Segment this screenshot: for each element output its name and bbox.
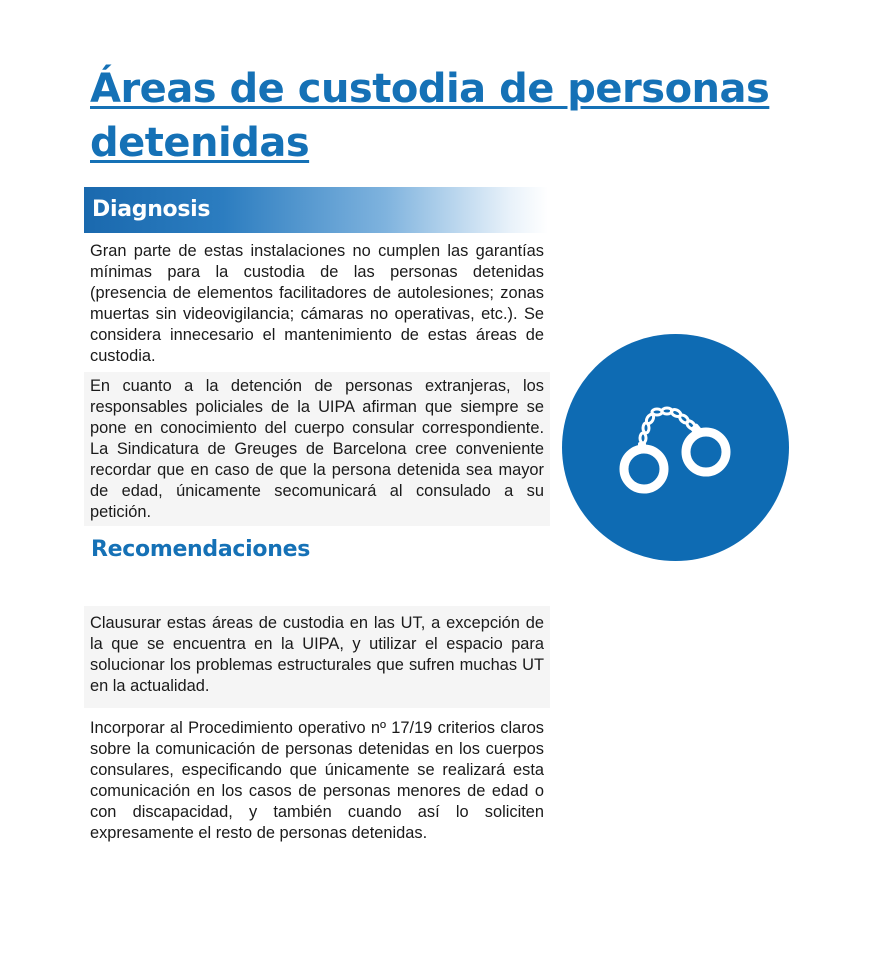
diagnosis-paragraph-1: Gran parte de estas instalaciones no cumplen las garantías mínimas para la custodia de las personas detenidas (presencia de elementos facilitadores de autolesiones; zonas muertas sin videovigilancia; cámaras no operativas, etc.). Se considera innecesario el mantenimiento de estas áreas de custodia.	[90, 242, 544, 365]
diagnosis-heading: Diagnosis	[92, 197, 211, 222]
recommendations-heading: Recomendaciones	[91, 537, 310, 562]
recommendation-paragraph-1: Clausurar estas áreas de custodia en las UT, a excepción de la que se encuentra en la UIPA, y utilizar el espacio para solucionar los problemas estructurales que sufren muchas UT en la actualidad.	[84, 606, 550, 708]
recommendation-paragraph-2: Incorporar al Procedimiento operativo nº 17/19 criterios claros sobre la comunicación de personas detenidas en los cuerpos consulares, especificando que únicamente se realizará esta comunicación en los casos de personas menores de edad o con discapacidad, y también cuando así lo soliciten expresamente el resto de personas detenidas.	[90, 719, 544, 842]
diagnosis-paragraph-2: En cuanto a la detención de personas extranjeras, los responsables policiales de la UIPA afirman que siempre se pone en conocimiento del cuerpo consular correspondiente. La Sindicatura de Greuges de Barcelona cree conveniente recordar que en caso de que la persona detenida sea mayor de edad, únicamente secomunicará al consulado a su petición.	[84, 372, 550, 526]
icon-circle	[562, 334, 789, 561]
handcuffs-icon	[562, 334, 789, 561]
page-title: Áreas de custodia de personas detenidas	[90, 66, 770, 166]
